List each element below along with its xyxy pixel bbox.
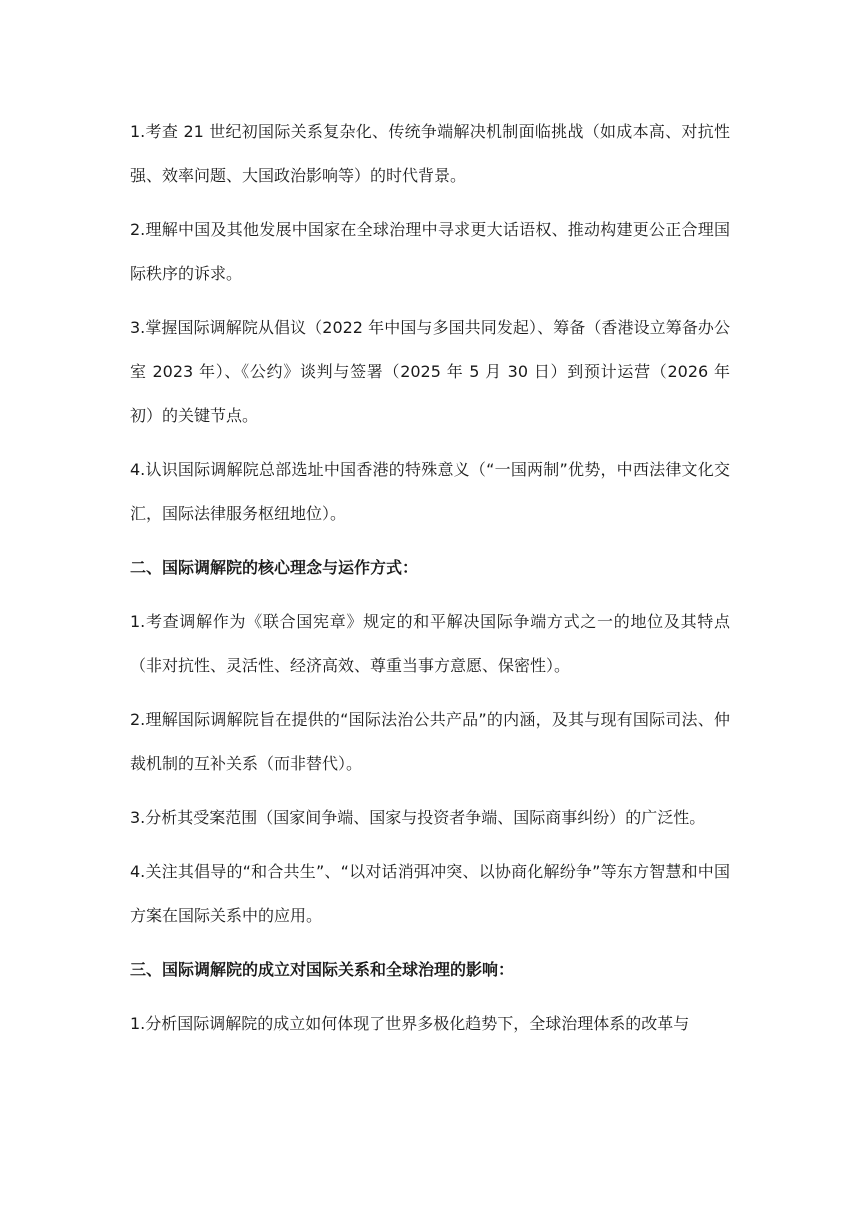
- paragraph-2-4: 4.关注其倡导的“和合共生”、“以对话消弭冲突、以协商化解纷争”等东方智慧和中国方案在国际关系中的应用。: [130, 862, 730, 925]
- paragraph-1-1: 1.考查 21 世纪初国际关系复杂化、传统争端解决机制面临挑战（如成本高、对抗性强、效率问题、大国政治影响等）的时代背景。: [130, 122, 730, 185]
- paragraph-1-4: 4.认识国际调解院总部选址中国香港的特殊意义（“一国两制”优势，中西法律文化交汇，国际法律服务枢纽地位）。: [130, 460, 730, 523]
- document-body: [130, 110, 730, 1056]
- paragraph-2-3: 3.分析其受案范围（国家间争端、国家与投资者争端、国际商事纠纷）的广泛性。: [130, 808, 706, 827]
- paragraph-2-1: 1.考查调解作为《联合国宪章》规定的和平解决国际争端方式之一的地位及其特点（非对抗性、灵活性、经济高效、尊重当事方意愿、保密性）。: [130, 612, 730, 675]
- paragraph-1-2: 2.理解中国及其他发展中国家在全球治理中寻求更大话语权、推动构建更公正合理国际秩序的诉求。: [130, 220, 730, 283]
- section-2-heading: 二、国际调解院的核心理念与运作方式：: [130, 558, 419, 577]
- section-3-heading: 三、国际调解院的成立对国际关系和全球治理的影响：: [130, 960, 515, 979]
- paragraph-1-3: 3.掌握国际调解院从倡议（2022 年中国与多国共同发起）、筹备（香港设立筹备办公室 2023 年）、《公约》谈判与签署（2025 年 5 月 30 日）到预计运营（2026 年初）的关键节点。: [130, 318, 730, 425]
- paragraph-2-2: 2.理解国际调解院旨在提供的“国际法治公共产品”的内涵，及其与现有国际司法、仲裁机制的互补关系（而非替代）。: [130, 710, 730, 773]
- paragraph-3-1: 1.分析国际调解院的成立如何体现了世界多极化趋势下，全球治理体系的改革与: [130, 1014, 690, 1033]
